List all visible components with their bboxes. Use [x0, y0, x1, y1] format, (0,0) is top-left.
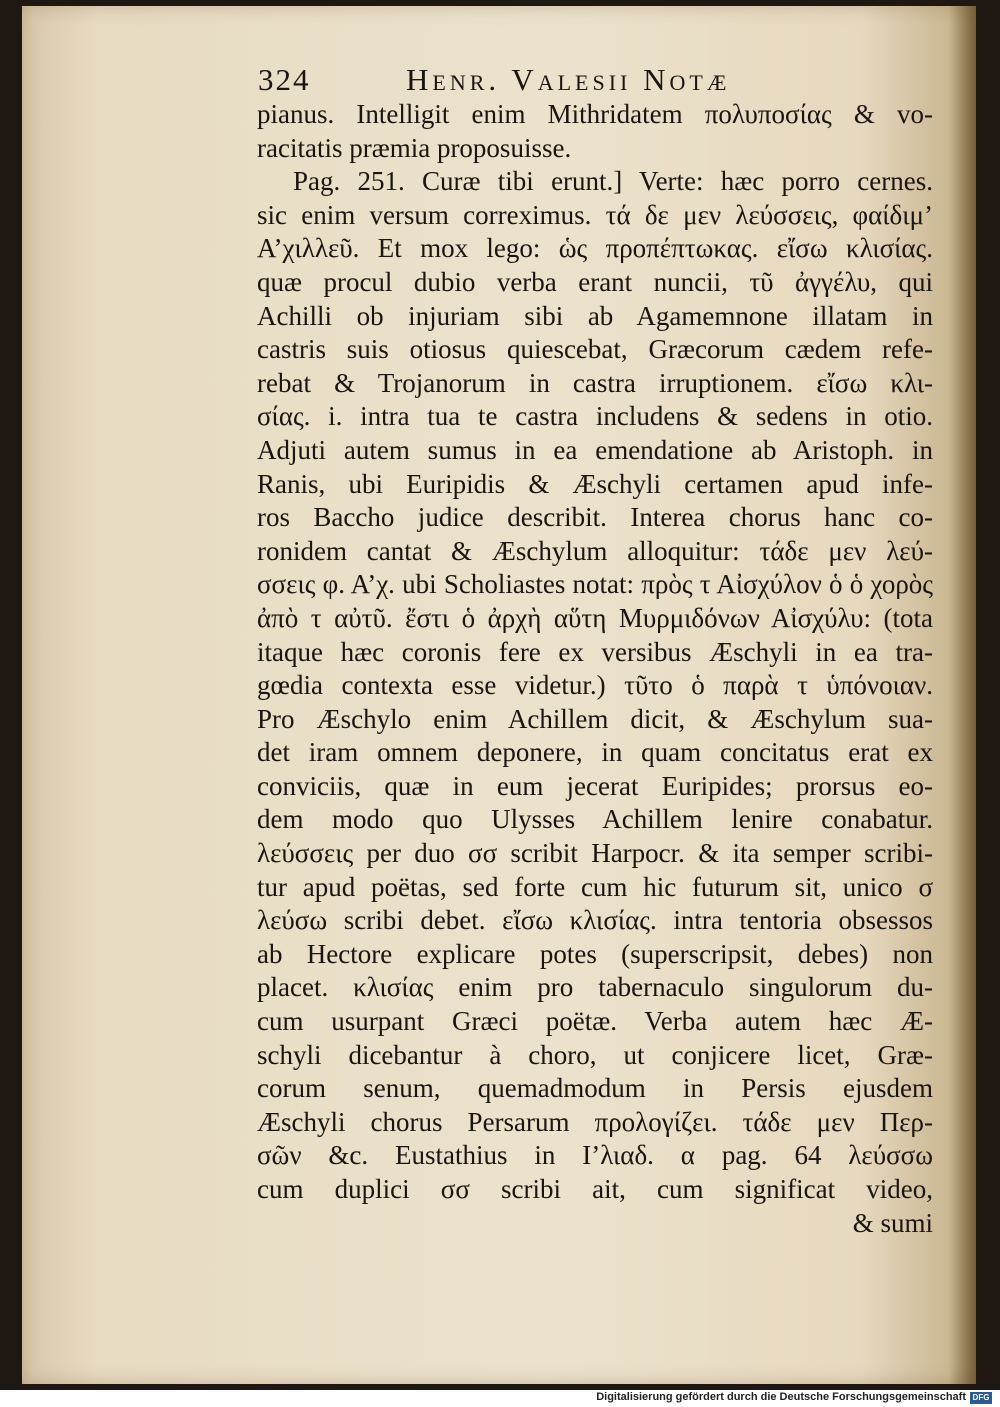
dfg-logo: DFG [970, 1392, 992, 1404]
text-line: cum usurpant Græci poëtæ. Verba autem hæc Æ- [257, 1006, 933, 1037]
text-line: ab Hectore explicare potes (superscripsit, debes) non [257, 938, 933, 969]
text-line: itaque hæc coronis fere ex versibus Æschyli in ea tra- [257, 636, 933, 667]
text-line: σίας. i. intra tua te castra includens & sedens in otio. [257, 401, 933, 432]
funding-credit: Digitalisierung gefördert durch die Deutsche Forschungsgemeinschaft [596, 1391, 966, 1403]
text-line: castris suis otiosus quiescebat, Græcorum cædem refe- [257, 334, 933, 365]
text-line: sic enim versum correximus. τά δε μεν λεύσσεις, φαίδιμ’ [257, 199, 933, 230]
text-line: racitatis præmia proposuisse. [257, 132, 572, 163]
running-title: Henr. Valesii Notæ [406, 62, 731, 97]
text-line: pianus. Intelligit enim Mithridatem πολυποσίας & vo- [257, 99, 933, 129]
text-line: gœdia contexta esse videtur.) τῦτο ὁ παρὰ τ ὑπόνοιαν. [257, 670, 933, 701]
text-line: ἀπὸ τ αὐτῦ. ἔστι ὁ ἀρχὴ αὕτη Μυρμιδόνων Αἰσχύλυ: (tota [257, 602, 933, 633]
text-line: Ranis, ubi Euripidis & Æschyli certamen apud infe- [257, 468, 933, 499]
text-line: λεύσσεις per duo σσ scribit Harpocr. & ita semper scribi- [257, 838, 933, 869]
text-line: det iram omnem deponere, in quam concitatus erat ex [257, 737, 933, 768]
text-line: corum senum, quemadmodum in Persis ejusdem [257, 1073, 933, 1104]
text-line: dem modo quo Ulysses Achillem lenire conabatur. [257, 804, 933, 835]
text-line: Adjuti autem sumus in ea emendatione ab Aristoph. in [257, 434, 933, 465]
text-line: rebat & Trojanorum in castra irruptionem. εἴσω κλι- [257, 367, 933, 398]
text-line: placet. κλισίας enim pro tabernaculo singulorum du- [257, 972, 933, 1003]
text-line: cum duplici σσ scribi ait, cum significat video, [257, 1174, 933, 1204]
catchword: & sumi [852, 1207, 933, 1238]
text-line: tur apud poëtas, sed forte cum hic futurum sit, unico σ [257, 871, 933, 902]
page-number: 324 [258, 62, 311, 97]
text-line: quæ procul dubio verba erant nuncii, τῦ ἀγγέλυ, qui [257, 266, 933, 297]
text-body [257, 98, 933, 1240]
text-line: Pro Æschylo enim Achillem dicit, & Æschylum sua- [257, 703, 933, 734]
text-line: λεύσω scribi debet. εἴσω κλισίας. intra tentoria obsessos [257, 905, 933, 936]
gutter-shadow [950, 6, 976, 1384]
text-line: Achilli ob injuriam sibi ab Agamemnone illatam in [257, 300, 933, 331]
text-line: Α’χιλλεῦ. Et mox lego: ὡς προπέπτωκας. εἴσω κλισίας. [257, 233, 933, 264]
page-header [233, 58, 933, 102]
text-line: Pag. 251. Curæ tibi erunt.] Verte: hæc porro cernes. [293, 166, 933, 197]
text-line: schyli dicebantur à choro, ut conjicere licet, Græ- [257, 1039, 933, 1070]
footer-bar [0, 1390, 1000, 1407]
text-line: ronidem cantat & Æschylum alloquitur: τάδε μεν λεύ- [257, 535, 933, 566]
text-line: Æschyli chorus Persarum προλογίζει. τάδε μεν Περ- [257, 1106, 933, 1137]
text-line: conviciis, quæ in eum jecerat Euripides; prorsus eo- [257, 770, 933, 801]
text-line: σῶν &c. Eustathius in Ι’λιαδ. α pag. 64 λεύσσω [257, 1140, 933, 1171]
text-line: ros Baccho judice describit. Interea chorus hanc co- [257, 502, 933, 533]
text-line: σσεις φ. Α’χ. ubi Scholiastes notat: πρὸς τ Αἰσχύλον ὁ ὁ χορὸς [257, 569, 933, 600]
